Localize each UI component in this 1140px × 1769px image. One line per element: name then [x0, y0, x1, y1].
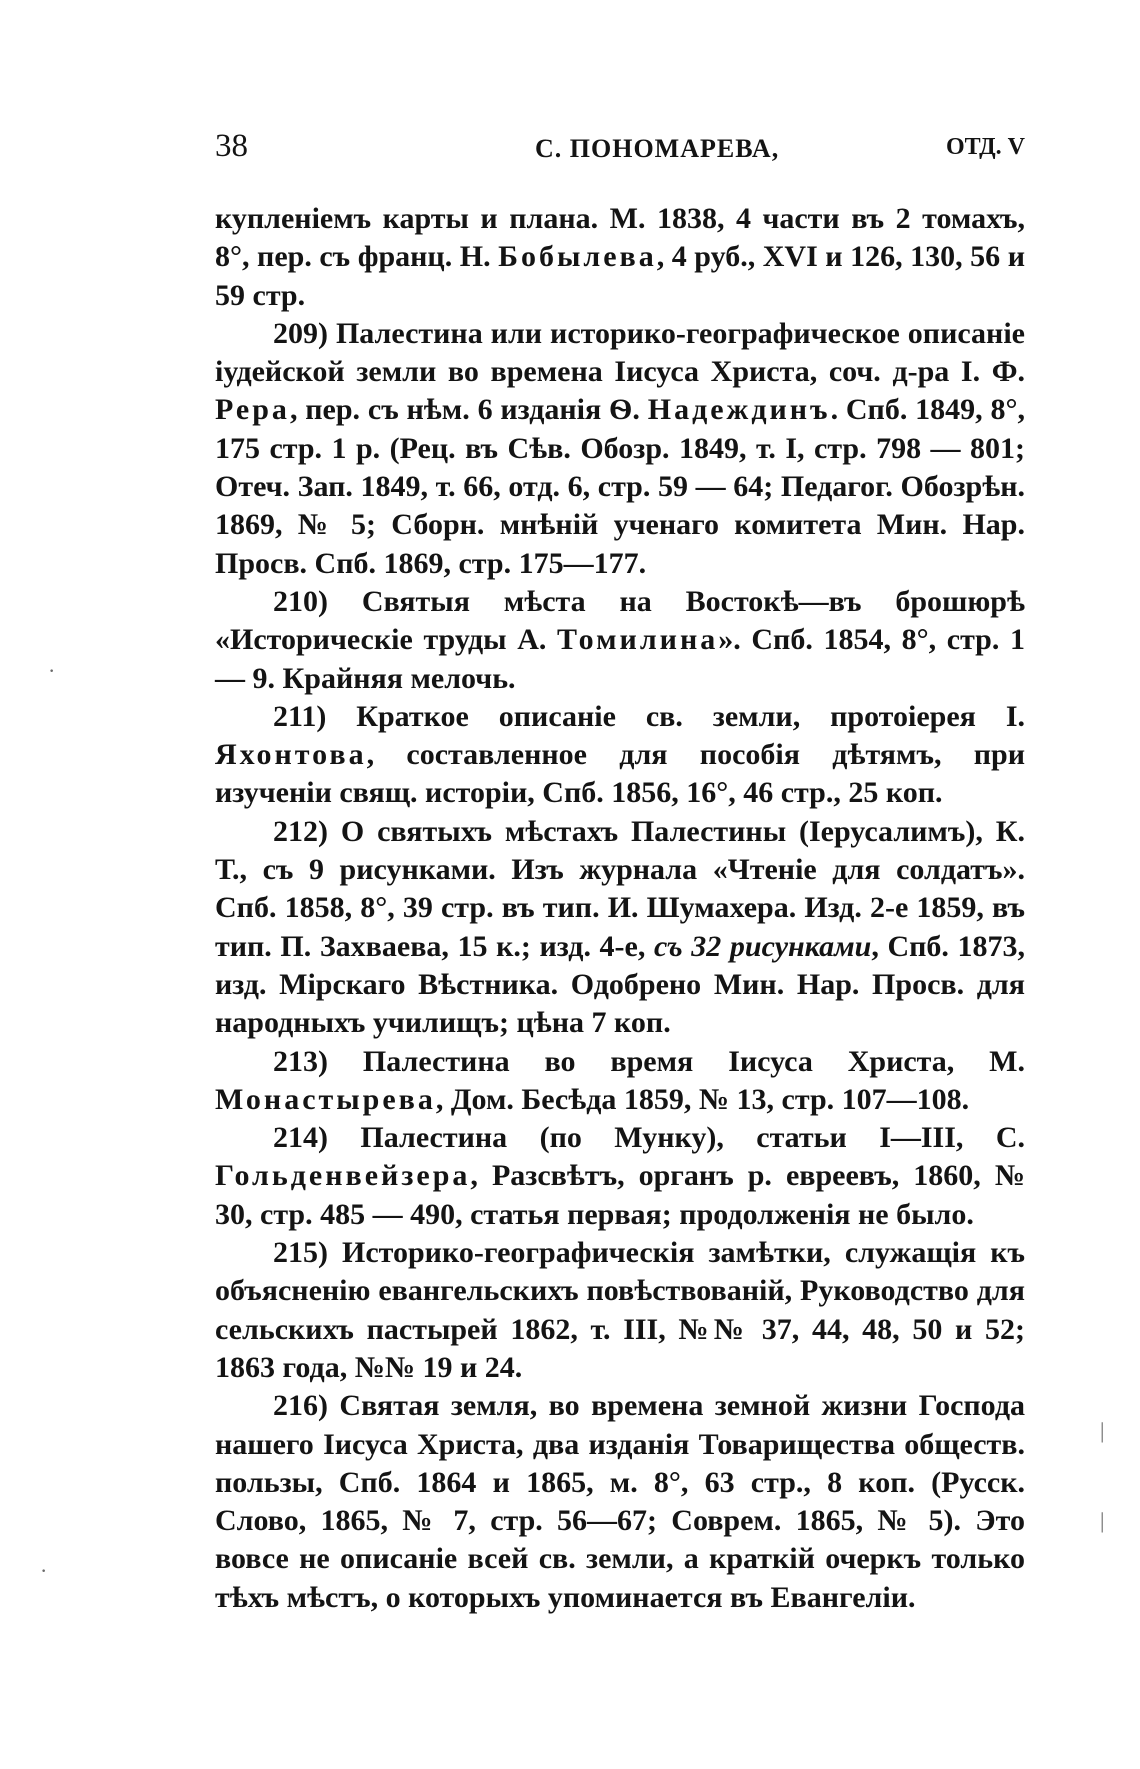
entry-text: 216) Святая земля, во времена земной жизни Господа нашего Іисуса Христа, два изданія Товарищества обществ. пользы, Спб. 1864 и 1865, м. 8°, 63 стр., 8 коп. (Русск. Слово, 1865, № 7, стр. 56—67; Соврем. 1865, № 5). Это вовсе не описаніе всей св. земли, а краткій очеркъ только тѣхъ мѣстъ, о которыхъ упоминается въ Евангеліи. [215, 1389, 1025, 1614]
margin-tick: | [1100, 1418, 1105, 1443]
entry-text: , Спб. 1873, изд. Мірскаго Вѣстника. Одобрено Мин. Нар. Просв. для народныхъ училищъ; цѣна 7 коп. [215, 929, 1026, 1040]
bibliography-entry [215, 1387, 1025, 1617]
entry-text: 211) Краткое описаніе св. земли, протоіерея І. [273, 699, 1025, 733]
entry-text: 209) Палестина или историко-географическое описаніе іудейской земли во времена Іисуса Христа, соч. д-ра І. Ф. [215, 316, 1025, 389]
page-number: 38 [215, 128, 248, 164]
section-label: ОТД. V [945, 134, 1025, 160]
author-name: Гольденвейзера [215, 1159, 471, 1193]
entry-text: , Дом. Бесѣда 1859, № 13, стр. 107—108. [435, 1082, 970, 1116]
bibliography-entry [215, 813, 1025, 1043]
entry-text: , составленное для пособія дѣтямъ, при изученіи свящ. исторіи, Спб. 1856, 16°, 46 стр., 25 коп. [215, 738, 1025, 810]
entry-text: , 4 руб., XVI и 126, 130, 56 и 59 стр. [215, 240, 1026, 312]
author-name: Бобылева [498, 240, 657, 274]
author-name: Надеждинъ [647, 393, 831, 427]
margin-speck: · [40, 1558, 48, 1583]
entry-text: 210) Святыя мѣста на Востокѣ—въ брошюрѣ «Историческіе труды А. [215, 584, 1025, 657]
margin-speck: · [48, 658, 56, 683]
entry-text: 215) Историко-географическія замѣтки, служащія къ объясненію евангельскихъ повѣствованій, Руководство для сельскихъ пастырей 1862, т. III, №№ 37, 44, 48, 50 и 52; 1863 года, №№ 19 и 24. [215, 1236, 1025, 1384]
margin-tick: | [1100, 1508, 1105, 1533]
entry-text: 212) О святыхъ мѣстахъ Палестины (Іерусалимъ), К. Т., съ 9 рисунками. Изъ журнала «Чтеніе для солдатъ». Спб. 1858, 8°, 39 стр. въ тип. И. Шумахера. Изд. 2-е 1859, въ тип. П. Захваева, 15 к.; изд. 4-е, [215, 814, 1025, 963]
continued-entry [215, 200, 1025, 315]
italic-text: съ 32 рисунками [653, 929, 872, 963]
author-name: Яхонтова [215, 738, 367, 772]
author-name: Рера [215, 393, 290, 427]
running-head [215, 128, 1025, 168]
entry-text: 213) Палестина во время Іисуса Христа, М. [273, 1044, 1025, 1078]
bibliography-entry [215, 315, 1025, 583]
running-title: С. ПОНОМАРЕВА, [535, 134, 780, 163]
bibliography-entry [215, 698, 1025, 813]
entry-text: , Разсвѣтъ, органъ р. евреевъ, 1860, № 30, стр. 485 — 490, статья первая; продолженія не было. [215, 1159, 1025, 1231]
author-name: Томилина [557, 623, 719, 657]
bibliography-entry [215, 583, 1025, 698]
author-name: Монастырева [215, 1082, 436, 1116]
bibliography-entry [215, 1119, 1025, 1234]
entry-text: купленіемъ карты и плана. М. 1838, 4 части въ 2 томахъ, 8°, пер. съ франц. Н. [215, 202, 1025, 274]
bibliography-text [215, 200, 1025, 1617]
entry-text: . Спб. 1849, 8°, 175 стр. 1 р. (Рец. въ Сѣв. Обозр. 1849, т. I, стр. 798 — 801; Отеч. Зап. 1849, т. 66, отд. 6, стр. 59 — 64; Педагог. Обозрѣн. 1869, № 5; Сборн. мнѣній ученаго комитета Мин. Нар. Просв. Спб. 1869, стр. 175—177. [215, 393, 1025, 580]
bibliography-entry [215, 1043, 1025, 1120]
bibliography-entry [215, 1234, 1025, 1387]
entry-text: ». Спб. 1854, 8°, стр. 1 — 9. Крайняя мелочь. [215, 623, 1025, 695]
entry-text: , пер. съ нѣм. 6 изданія Ѳ. [289, 393, 648, 427]
entry-text: 214) Палестина (по Мунку), статьи I—III, С. [273, 1121, 1025, 1155]
